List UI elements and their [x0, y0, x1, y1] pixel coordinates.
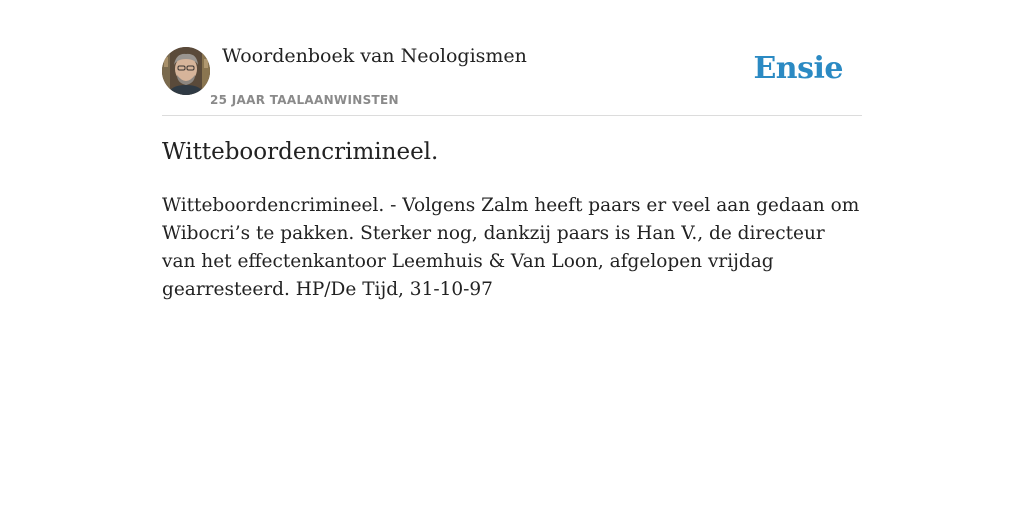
author-name[interactable]: Woordenboek van Neologismen: [222, 45, 527, 67]
author-tagline: 25 JAAR TAALAANWINSTEN: [210, 93, 399, 107]
page-container: [162, 0, 862, 300]
ensie-logo[interactable]: Ensie: [753, 51, 843, 86]
header: [162, 0, 862, 116]
entry-body: Witteboordencrimineel. - Volgens Zalm heeft paars er veel aan gedaan om Wibocri’s te pakken. Sterker nog, dankzij paars is Han V., de directeur van het effectenkantoor Leemhuis & Van Loon, afgelopen vrijdag gearresteerd. HP/De Tijd, 31-10-97: [162, 195, 860, 300]
author-portrait-icon: [162, 47, 210, 95]
author-avatar[interactable]: [162, 47, 210, 95]
entry-title: Witteboordencrimineel.: [162, 139, 439, 165]
